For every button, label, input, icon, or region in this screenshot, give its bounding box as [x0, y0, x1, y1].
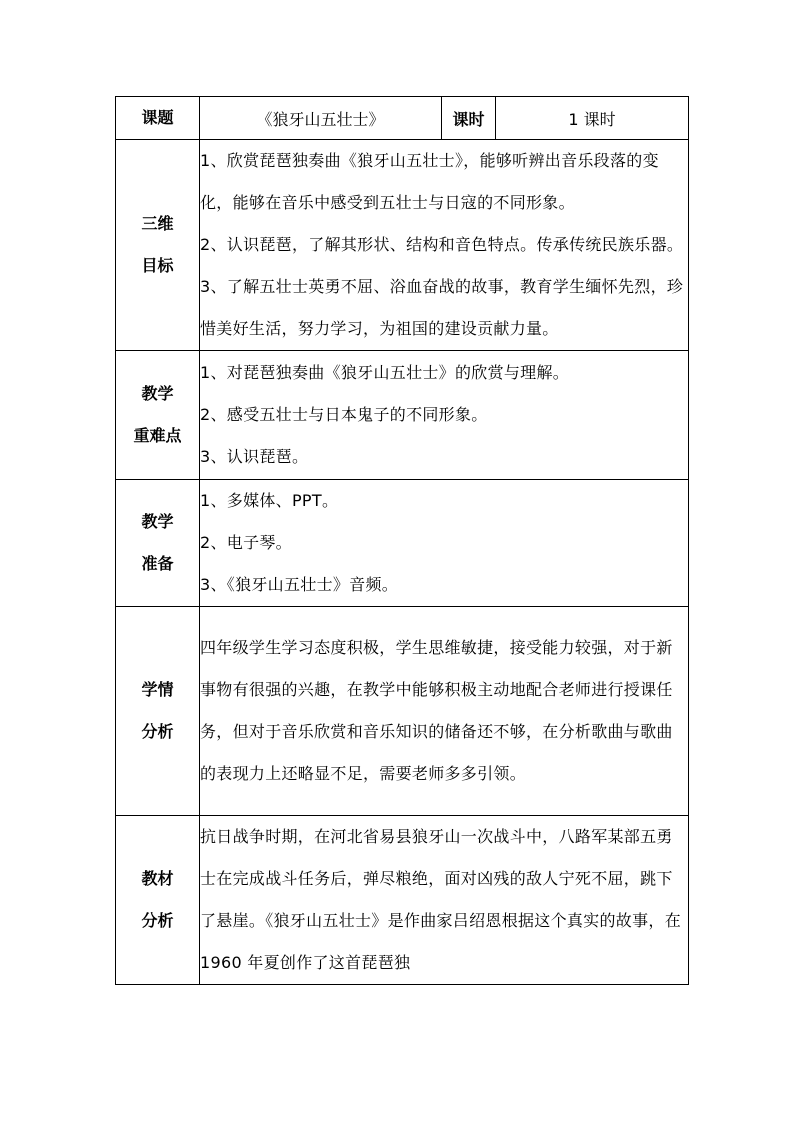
preparation-label — [116, 480, 200, 607]
preparation-item: 2、电子琴。 — [200, 533, 292, 552]
material-analysis-clip — [200, 816, 688, 984]
material-analysis-label-line1: 教材 — [141, 869, 174, 888]
preparation-item: 3、《狼牙山五壮士》音频。 — [200, 575, 399, 594]
lesson-plan-table — [115, 96, 689, 985]
hours-label: 课时 — [442, 97, 496, 140]
material-analysis-content — [200, 816, 689, 985]
student-analysis-label — [116, 607, 200, 816]
preparation-label-line2: 准备 — [141, 554, 174, 573]
key-points-label-line1: 教学 — [141, 384, 174, 403]
objectives-label-line2: 目标 — [141, 256, 174, 275]
objectives-label — [116, 140, 200, 351]
header-row — [116, 97, 689, 140]
key-points-content — [200, 351, 689, 480]
hours-value: 1 课时 — [496, 97, 689, 140]
preparation-item: 1、多媒体、PPT。 — [200, 491, 339, 510]
student-analysis-label-line1: 学情 — [141, 680, 174, 699]
subject-label: 课题 — [116, 97, 200, 140]
objective-item: 3、了解五壮士英勇不屈、浴血奋战的故事，教育学生缅怀先烈，珍惜美好生活，努力学习，为祖国的建设贡献力量。 — [200, 277, 684, 338]
objective-item: 1、欣赏琵琶独奏曲《狼牙山五壮士》，能够听辨出音乐段落的变化，能够在音乐中感受到五壮士与日寇的不同形象。 — [200, 151, 659, 212]
objectives-row — [116, 140, 689, 351]
student-analysis-label-line2: 分析 — [141, 722, 174, 741]
material-analysis-row — [116, 816, 689, 985]
material-analysis-label-line2: 分析 — [141, 911, 174, 930]
preparation-content — [200, 480, 689, 607]
objective-item: 2、认识琵琶，了解其形状、结构和音色特点。传承传统民族乐器。 — [200, 235, 684, 254]
subject-value: 《狼牙山五壮士》 — [200, 97, 442, 140]
objectives-content — [200, 140, 689, 351]
key-points-label-line2: 重难点 — [133, 426, 182, 445]
preparation-row — [116, 480, 689, 607]
preparation-label-line1: 教学 — [141, 512, 174, 531]
material-analysis-label — [116, 816, 200, 985]
student-analysis-text: 四年级学生学习态度积极，学生思维敏捷，接受能力较强，对于新事物有很强的兴趣，在教学中能够积极主动地配合老师进行授课任务，但对于音乐欣赏和音乐知识的储备还不够，在分析歌曲与歌曲的表现力上还略显不足，需要老师多多引领。 — [200, 638, 673, 783]
material-analysis-text: 抗日战争时期，在河北省易县狼牙山一次战斗中，八路军某部五勇士在完成战斗任务后，弹尽粮绝，面对凶残的敌人宁死不屈，跳下了悬崖。《狼牙山五壮士》是作曲家吕绍恩根据这个真实的故事，在 1960 年夏创作了这首琵琶独 — [200, 827, 682, 972]
key-point-item: 1、对琵琶独奏曲《狼牙山五壮士》的欣赏与理解。 — [200, 363, 570, 382]
student-analysis-content — [200, 607, 689, 816]
key-points-label — [116, 351, 200, 480]
objectives-label-line1: 三维 — [141, 214, 174, 233]
key-points-row — [116, 351, 689, 480]
key-point-item: 3、认识琵琶。 — [200, 447, 309, 466]
key-point-item: 2、感受五壮士与日本鬼子的不同形象。 — [200, 405, 488, 424]
student-analysis-row — [116, 607, 689, 816]
